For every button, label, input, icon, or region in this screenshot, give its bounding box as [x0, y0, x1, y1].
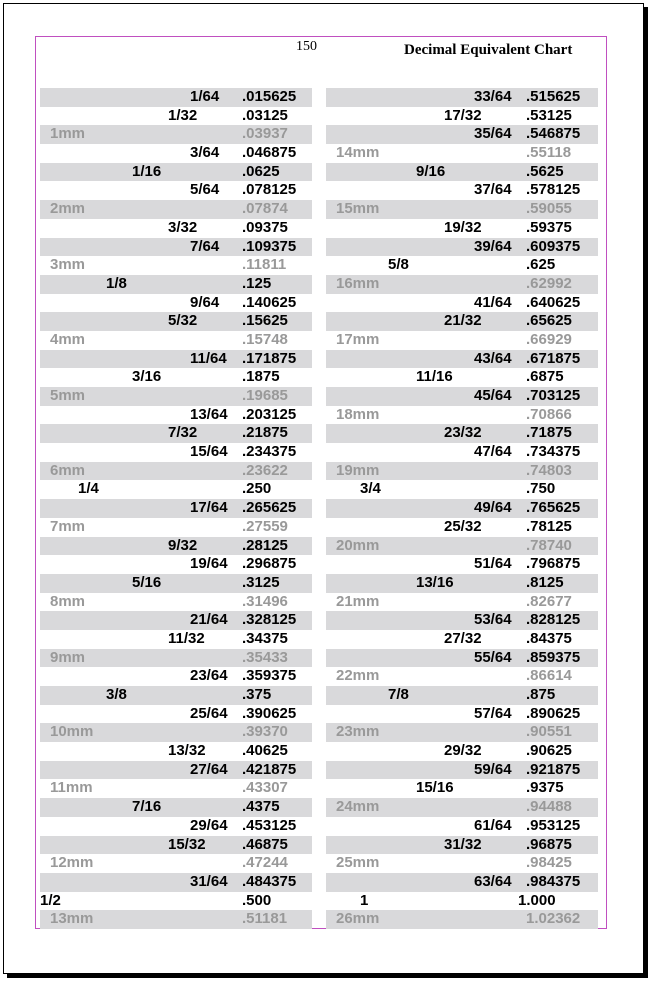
fraction-label: 59/64	[474, 760, 512, 778]
metric-row	[40, 593, 312, 612]
decimal-value: .94488	[526, 798, 572, 816]
decimal-value: .51181	[242, 910, 288, 928]
decimal-value: .484375	[242, 872, 297, 890]
decimal-value: .74803	[526, 461, 572, 479]
decimal-value: .734375	[526, 443, 581, 461]
fraction-row	[40, 163, 312, 182]
decimal-value: .515625	[526, 88, 581, 105]
decimal-value: .90551	[526, 723, 572, 741]
decimal-value: .62992	[526, 274, 572, 292]
decimal-value: .984375	[526, 872, 581, 890]
millimeter-label: 5mm	[50, 387, 86, 404]
decimal-value: .375	[242, 686, 272, 703]
decimal-value: 1.000	[518, 891, 556, 909]
fraction-row	[326, 480, 598, 499]
decimal-value: .4375	[242, 798, 280, 816]
decimal-value: .03125	[242, 106, 288, 124]
decimal-value: .96875	[526, 835, 572, 853]
millimeter-label: 21mm	[336, 592, 380, 610]
fraction-label: 3/8	[106, 686, 127, 703]
decimal-value: .6875	[526, 368, 564, 386]
fraction-row	[326, 107, 598, 126]
decimal-value: .109375	[242, 237, 297, 255]
metric-row	[326, 593, 598, 612]
fraction-row	[40, 424, 312, 443]
fraction-label: 27/32	[444, 629, 482, 647]
millimeter-label: 13mm	[50, 910, 94, 928]
fraction-row	[40, 836, 312, 855]
fraction-label: 13/64	[190, 405, 228, 423]
decimal-value: .578125	[526, 181, 581, 199]
millimeter-label: 8mm	[50, 592, 86, 610]
decimal-value: .328125	[242, 611, 297, 629]
decimal-value: .11811	[242, 256, 287, 274]
left-column	[40, 88, 312, 929]
fraction-row	[326, 555, 598, 574]
fraction-label: 23/32	[444, 424, 482, 442]
decimal-value: .859375	[526, 648, 581, 666]
fraction-label: 7/64	[190, 237, 220, 255]
decimal-value: .703125	[526, 387, 581, 404]
fraction-row	[326, 424, 598, 443]
fraction-label: 47/64	[474, 443, 512, 461]
fraction-row	[326, 892, 598, 911]
millimeter-label: 12mm	[50, 854, 94, 872]
metric-row	[40, 125, 312, 144]
fraction-label: 13/32	[168, 742, 206, 760]
decimal-value: .71875	[526, 424, 572, 442]
fraction-row	[40, 294, 312, 313]
fraction-label: 1/64	[190, 88, 220, 105]
millimeter-label: 20mm	[336, 536, 380, 554]
fraction-row	[40, 892, 312, 911]
metric-row	[326, 462, 598, 481]
millimeter-label: 14mm	[336, 144, 380, 162]
fraction-label: 31/64	[190, 872, 228, 890]
decimal-value: .59055	[526, 200, 572, 218]
fraction-label: 5/64	[190, 181, 220, 199]
fraction-row	[40, 406, 312, 425]
fraction-row	[326, 219, 598, 238]
fraction-label: 15/16	[416, 779, 454, 797]
fraction-row	[40, 761, 312, 780]
metric-row	[40, 854, 312, 873]
metric-row	[40, 649, 312, 668]
fraction-label: 9/64	[190, 293, 220, 311]
fraction-label: 17/32	[444, 106, 482, 124]
fraction-label: 57/64	[474, 704, 512, 722]
decimal-value: .15748	[242, 330, 288, 348]
fraction-label: 3/32	[168, 218, 198, 236]
decimal-value: .34375	[242, 629, 288, 647]
fraction-row	[40, 181, 312, 200]
fraction-label: 27/64	[190, 760, 228, 778]
decimal-value: .35433	[242, 648, 288, 666]
decimal-value: .203125	[242, 405, 297, 423]
fraction-row	[326, 238, 598, 257]
fraction-row	[326, 836, 598, 855]
fraction-row	[40, 705, 312, 724]
millimeter-label: 6mm	[50, 461, 86, 479]
millimeter-label: 16mm	[336, 274, 380, 292]
fraction-row	[326, 873, 598, 892]
metric-row	[326, 723, 598, 742]
fraction-label: 1/32	[168, 106, 198, 124]
fraction-row	[40, 144, 312, 163]
millimeter-label: 19mm	[336, 461, 380, 479]
fraction-label: 1/8	[106, 274, 127, 292]
fraction-row	[40, 107, 312, 126]
fraction-label: 53/64	[474, 611, 512, 629]
fraction-row	[326, 649, 598, 668]
fraction-label: 23/64	[190, 667, 228, 685]
fraction-label: 15/64	[190, 443, 228, 461]
fraction-row	[40, 368, 312, 387]
fraction-row	[40, 667, 312, 686]
millimeter-label: 3mm	[50, 256, 86, 274]
fraction-row	[40, 238, 312, 257]
metric-row	[40, 331, 312, 350]
fraction-label: 5/8	[388, 256, 409, 274]
fraction-row	[40, 88, 312, 107]
metric-row	[40, 518, 312, 537]
fraction-label: 15/32	[168, 835, 206, 853]
fraction-row	[40, 873, 312, 892]
fraction-label: 1/16	[132, 162, 162, 180]
decimal-value: .31496	[242, 592, 288, 610]
decimal-value: .47244	[242, 854, 288, 872]
decimal-value: .1875	[242, 368, 280, 386]
decimal-value: .8125	[526, 573, 564, 591]
decimal-value: .98425	[526, 854, 572, 872]
decimal-value: .234375	[242, 443, 297, 461]
decimal-value: .28125	[242, 536, 288, 554]
fraction-label: 21/64	[190, 611, 228, 629]
decimal-value: .23622	[242, 461, 288, 479]
fraction-row	[40, 686, 312, 705]
decimal-value: .500	[242, 891, 272, 909]
decimal-value: .59375	[526, 218, 572, 236]
metric-row	[326, 200, 598, 219]
fraction-label: 11/64	[190, 349, 227, 367]
decimal-value: .40625	[242, 742, 288, 760]
decimal-value: .046875	[242, 144, 297, 162]
fraction-label: 41/64	[474, 293, 512, 311]
page-number: 150	[296, 39, 317, 54]
fraction-row	[40, 443, 312, 462]
decimal-value: .890625	[526, 704, 581, 722]
decimal-value: .921875	[526, 760, 581, 778]
decimal-value: .796875	[526, 555, 581, 573]
decimal-value: .875	[526, 686, 556, 703]
decimal-value: .65625	[526, 312, 572, 330]
fraction-label: 19/32	[444, 218, 482, 236]
fraction-row	[326, 443, 598, 462]
decimal-value: .03937	[242, 125, 288, 143]
fraction-label: 29/64	[190, 816, 228, 834]
fraction-label: 7/8	[388, 686, 409, 703]
fraction-label: 3/16	[132, 368, 162, 386]
decimal-value: .07874	[242, 200, 288, 218]
decimal-value: .66929	[526, 330, 572, 348]
decimal-value: .9375	[526, 779, 564, 797]
decimal-value: .015625	[242, 88, 297, 105]
fraction-label: 1/4	[78, 480, 99, 498]
fraction-label: 11/16	[416, 368, 453, 386]
decimal-value: 1.02362	[526, 910, 581, 928]
millimeter-label: 25mm	[336, 854, 380, 872]
fraction-label: 21/32	[444, 312, 482, 330]
fraction-label: 33/64	[474, 88, 512, 105]
decimal-value: .171875	[242, 349, 297, 367]
millimeter-label: 9mm	[50, 648, 86, 666]
fraction-label: 25/32	[444, 517, 482, 535]
fraction-row	[326, 387, 598, 406]
fraction-label: 55/64	[474, 648, 512, 666]
fraction-row	[326, 611, 598, 630]
decimal-value: .43307	[242, 779, 288, 797]
fraction-row	[40, 219, 312, 238]
metric-row	[326, 537, 598, 556]
decimal-value: .296875	[242, 555, 297, 573]
decimal-value: .625	[526, 256, 556, 274]
metric-row	[326, 275, 598, 294]
fraction-label: 5/16	[132, 573, 162, 591]
fraction-label: 49/64	[474, 499, 512, 517]
fraction-label: 39/64	[474, 237, 512, 255]
fraction-label: 63/64	[474, 872, 512, 890]
fraction-row	[40, 555, 312, 574]
decimal-value: .78125	[526, 517, 572, 535]
millimeter-label: 22mm	[336, 667, 380, 685]
fraction-label: 43/64	[474, 349, 512, 367]
decimal-value: .390625	[242, 704, 297, 722]
fraction-label: 1	[360, 891, 369, 909]
metric-row	[40, 779, 312, 798]
decimal-value: .0625	[242, 162, 280, 180]
fraction-label: 17/64	[190, 499, 228, 517]
millimeter-label: 1mm	[50, 125, 86, 143]
decimal-value: .953125	[526, 816, 581, 834]
decimal-value: .359375	[242, 667, 297, 685]
fraction-label: 35/64	[474, 125, 512, 143]
fraction-row	[326, 163, 598, 182]
metric-row	[40, 462, 312, 481]
fraction-row	[40, 480, 312, 499]
fraction-label: 45/64	[474, 387, 512, 404]
decimal-value: .250	[242, 480, 272, 498]
decimal-value: .640625	[526, 293, 581, 311]
metric-row	[326, 854, 598, 873]
page-title: Decimal Equivalent Chart	[404, 42, 573, 58]
fraction-row	[326, 817, 598, 836]
fraction-label: 1/2	[40, 891, 61, 909]
decimal-value: .3125	[242, 573, 280, 591]
metric-row	[326, 667, 598, 686]
decimal-value: .828125	[526, 611, 581, 629]
fraction-row	[326, 518, 598, 537]
fraction-row	[40, 611, 312, 630]
right-column	[326, 88, 598, 929]
fraction-label: 11/32	[168, 629, 205, 647]
metric-row	[326, 144, 598, 163]
decimal-value: .750	[526, 480, 556, 498]
decimal-value: .078125	[242, 181, 297, 199]
millimeter-label: 15mm	[336, 200, 380, 218]
fraction-label: 7/32	[168, 424, 198, 442]
decimal-value: .453125	[242, 816, 297, 834]
millimeter-label: 26mm	[336, 910, 380, 928]
metric-row	[326, 910, 598, 929]
fraction-row	[326, 88, 598, 107]
decimal-value: .546875	[526, 125, 581, 143]
fraction-row	[40, 350, 312, 369]
fraction-row	[40, 275, 312, 294]
decimal-value: .5625	[526, 162, 564, 180]
fraction-row	[326, 368, 598, 387]
millimeter-label: 18mm	[336, 405, 380, 423]
decimal-value: .78740	[526, 536, 572, 554]
metric-row	[40, 200, 312, 219]
fraction-label: 3/4	[360, 480, 381, 498]
fraction-label: 7/16	[132, 798, 162, 816]
decimal-value: .86614	[526, 667, 572, 685]
metric-row	[40, 910, 312, 929]
fraction-label: 3/64	[190, 144, 220, 162]
decimal-value: .46875	[242, 835, 288, 853]
fraction-row	[40, 499, 312, 518]
decimal-value: .84375	[526, 629, 572, 647]
metric-row	[40, 256, 312, 275]
decimal-value: .27559	[242, 517, 288, 535]
metric-row	[326, 406, 598, 425]
fraction-row	[40, 630, 312, 649]
decimal-value: .421875	[242, 760, 297, 778]
fraction-label: 9/16	[416, 162, 446, 180]
metric-row	[326, 331, 598, 350]
fraction-row	[326, 499, 598, 518]
fraction-label: 9/32	[168, 536, 198, 554]
decimal-value: .70866	[526, 405, 572, 423]
millimeter-label: 11mm	[50, 779, 93, 797]
millimeter-label: 17mm	[336, 330, 380, 348]
fraction-label: 13/16	[416, 573, 454, 591]
millimeter-label: 24mm	[336, 798, 380, 816]
fraction-row	[326, 761, 598, 780]
fraction-row	[326, 574, 598, 593]
fraction-row	[40, 817, 312, 836]
fraction-label: 25/64	[190, 704, 228, 722]
decimal-value: .55118	[526, 144, 572, 162]
decimal-value: .39370	[242, 723, 288, 741]
decimal-value: .125	[242, 274, 272, 292]
fraction-label: 51/64	[474, 555, 512, 573]
fraction-row	[326, 294, 598, 313]
decimal-value: .609375	[526, 237, 581, 255]
decimal-value: .19685	[242, 387, 288, 404]
fraction-row	[326, 742, 598, 761]
decimal-value: .765625	[526, 499, 581, 517]
decimal-value: .21875	[242, 424, 288, 442]
decimal-value: .140625	[242, 293, 297, 311]
fraction-row	[326, 779, 598, 798]
fraction-row	[326, 125, 598, 144]
decimal-value: .671875	[526, 349, 581, 367]
fraction-row	[40, 798, 312, 817]
fraction-row	[40, 574, 312, 593]
fraction-row	[326, 350, 598, 369]
millimeter-label: 2mm	[50, 200, 86, 218]
fraction-label: 19/64	[190, 555, 228, 573]
decimal-value: .09375	[242, 218, 288, 236]
fraction-row	[326, 256, 598, 275]
decimal-value: .90625	[526, 742, 572, 760]
decimal-value: .53125	[526, 106, 572, 124]
millimeter-label: 7mm	[50, 517, 86, 535]
millimeter-label: 10mm	[50, 723, 94, 741]
fraction-label: 37/64	[474, 181, 512, 199]
fraction-row	[40, 742, 312, 761]
decimal-value: .265625	[242, 499, 297, 517]
fraction-label: 5/32	[168, 312, 198, 330]
fraction-label: 31/32	[444, 835, 482, 853]
fraction-label: 29/32	[444, 742, 482, 760]
metric-row	[326, 798, 598, 817]
fraction-row	[326, 312, 598, 331]
millimeter-label: 4mm	[50, 330, 86, 348]
decimal-value: .15625	[242, 312, 288, 330]
millimeter-label: 23mm	[336, 723, 380, 741]
metric-row	[40, 387, 312, 406]
decimal-value: .82677	[526, 592, 572, 610]
fraction-row	[326, 686, 598, 705]
metric-row	[40, 723, 312, 742]
fraction-row	[40, 312, 312, 331]
fraction-row	[326, 705, 598, 724]
fraction-label: 61/64	[474, 816, 512, 834]
fraction-row	[326, 630, 598, 649]
fraction-row	[40, 537, 312, 556]
fraction-row	[326, 181, 598, 200]
